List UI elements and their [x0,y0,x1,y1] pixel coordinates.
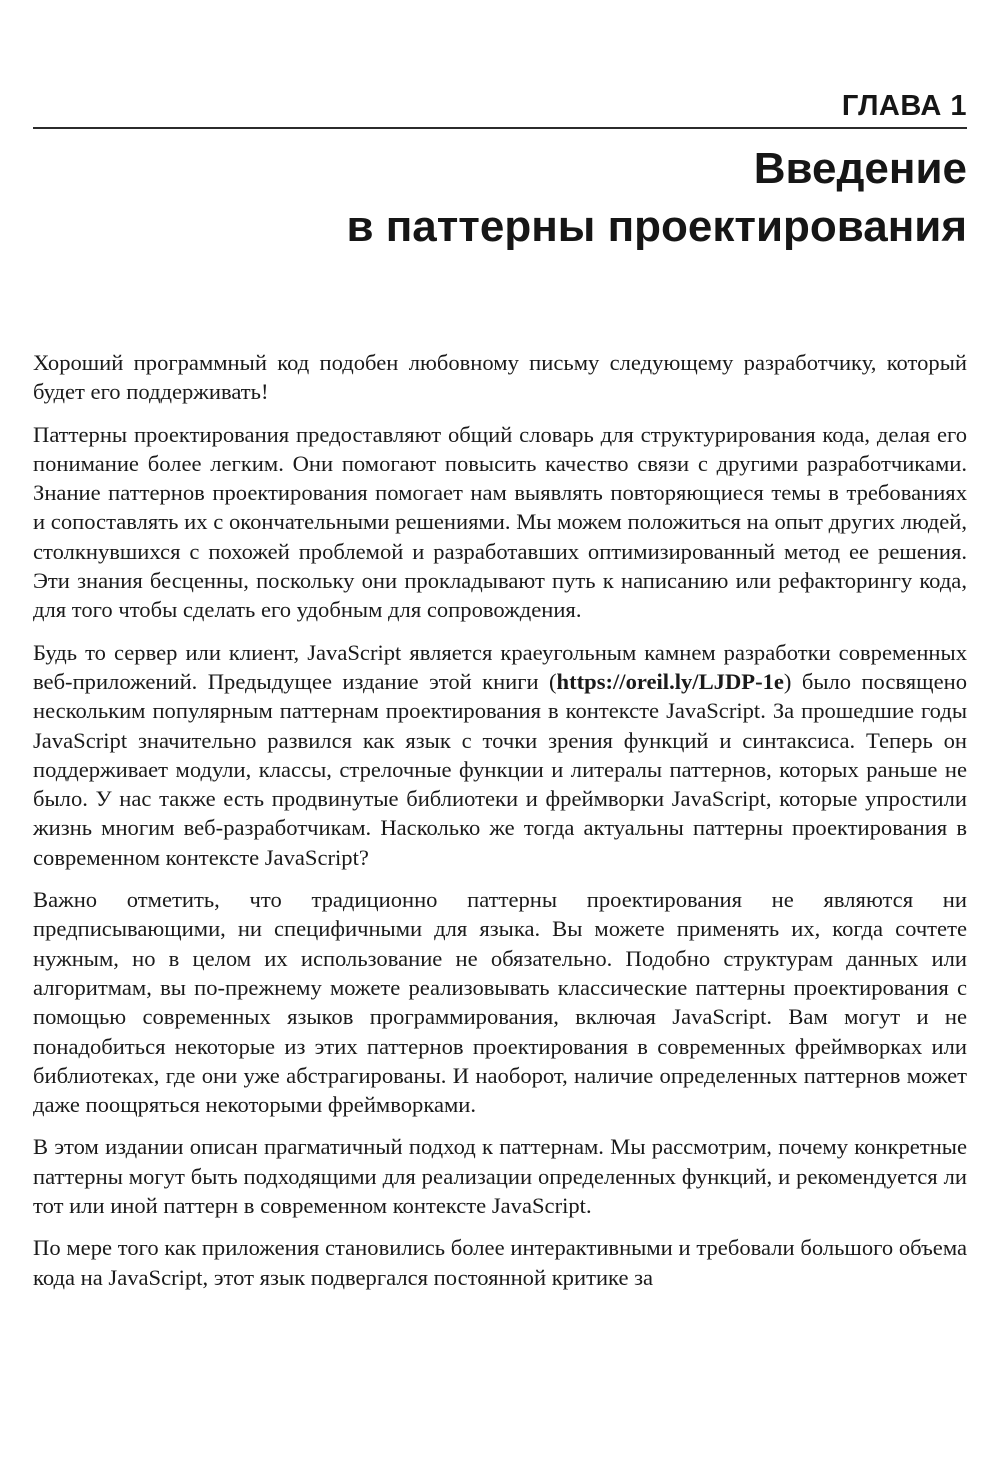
paragraph-3-text-before-link: Будь то сервер или клиент, JavaScript является краеугольным камнем разработки современных веб-приложений. Предыдущее издание этой книги ( [33,639,967,694]
paragraph-5: В этом издании описан прагматичный подход к паттернам. Мы рассмотрим, почему конкретные паттерны могут быть подходящими для реализации определенных функций, и рекомендуется ли тот или иной паттерн в современном контексте JavaScript. [33,1134,967,1219]
paragraph-3-text-after-link: ) было посвящено нескольким популярным паттернам проектирования в контексте JavaScript. За прошедшие годы JavaScript значительно развился как язык с точки зрения функций и синтаксиса. Теперь он поддерживает модули, классы, стрелочные функции и литералы паттернов, которых раньше не было. У нас также есть продвинутые библиотеки и фреймворки JavaScript, которые упростили жизнь многим веб-разработчикам. Насколько же тогда актуальны паттерны проектирования в современном контексте JavaScript? [33,668,968,870]
paragraph-1: Хороший программный код подобен любовному письму следующему разработчику, который будет его поддерживать! [33,350,967,405]
paragraph-6: По мере того как приложения становились более интерактивными и требовали большого объема кода на JavaScript, этот язык подвергался постоянной критике за [33,1235,967,1290]
paragraph-2: Паттерны проектирования предоставляют общий словарь для структурирования кода, делая его понимание более легким. Они помогают повысить качество связи с другими разработчиками. Знание паттернов проектирования помогает нам выявлять повторяющиеся темы в требованиях и сопоставлять их с окончательными решениями. Мы можем положиться на опыт других людей, столкнувшихся с похожей проблемой и разработавших оптимизированный метод ее решения. Эти знания бесценны, поскольку они прокладывают путь к написанию или рефакторингу кода, для того чтобы сделать его удобным для сопровождения. [33,421,967,623]
chapter-rule [33,127,967,129]
paragraph-4: Важно отметить, что традиционно паттерны проектирования не являются ни предписывающими, ни специфичными для языка. Вы можете применять их, когда сочтете нужным, но в целом их использование не обязательно. Подобно структурам данных или алгоритмам, вы по-прежнему можете реализовывать классические паттерны проектирования с помощью современных языков программирования, включая JavaScript. Вам могут и не понадобиться некоторые из этих паттернов проектирования в современных фреймворках или библиотеках, где они уже абстрагированы. И наоборот, наличие определенных паттернов может даже поощряться некоторыми фреймворками. [33,887,967,1118]
chapter-title [346,140,967,256]
paragraph-3 [33,638,967,872]
chapter-title-line-2: в паттерны проектирования [346,202,967,251]
chapter-title-line-1: Введение [753,144,967,193]
chapter-label: ГЛАВА 1 [841,90,967,122]
previous-edition-link[interactable]: https://oreil.ly/LJDP-1e [556,668,784,694]
body-text [33,348,967,1305]
book-page [33,0,967,1460]
